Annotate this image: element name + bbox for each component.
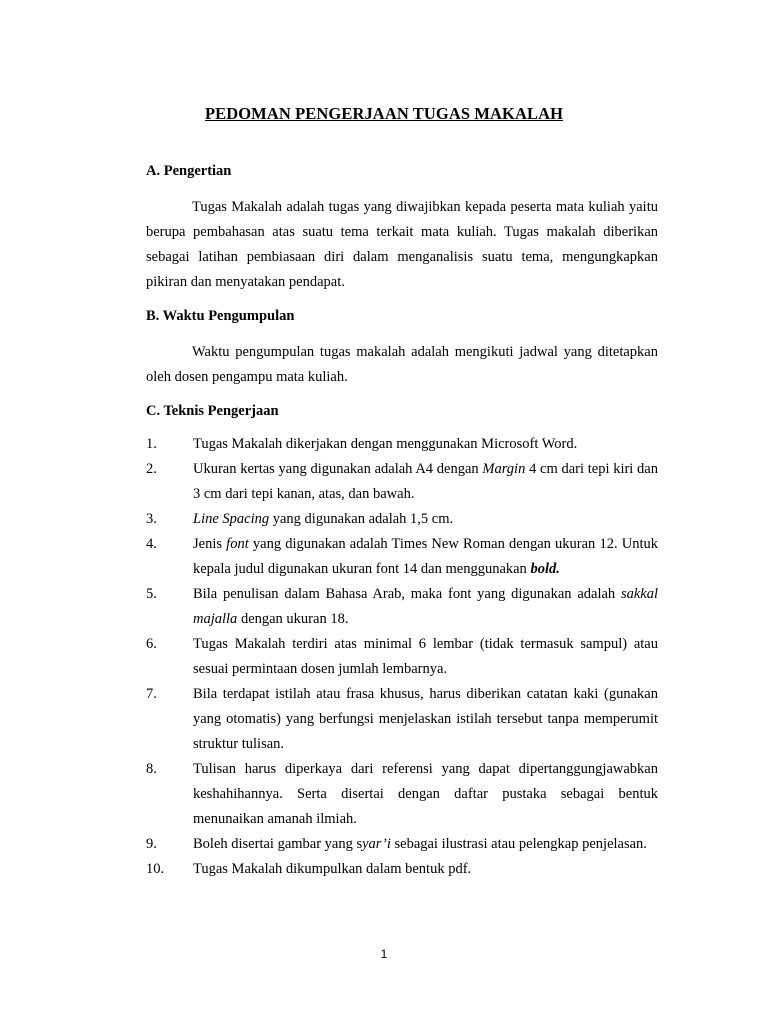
list-item-number: 10. [146,861,165,877]
list-item [146,832,658,857]
list-item-text: yang digunakan adalah Times New Roman dengan ukuran 12. Untuk kepala judul digunakan ukuran font 14 dan menggunakan [193,536,659,577]
section-heading-waktu-pengumpulan: B. Waktu Pengumpulan [146,308,295,324]
list-item [146,857,658,882]
list-item-text: dengan ukuran 18. [237,611,349,627]
list-item-text: Bila terdapat istilah atau frasa khusus, harus diberikan catatan kaki (gunakan yang otomatis) yang berfungsi menjelaskan istilah tersebut tanpa memperumit struktur tulisan. [193,686,658,752]
list-item [146,507,658,532]
list-item [146,432,658,457]
list-item-text: sakkal majalla [193,586,658,627]
list-item-text: Tulisan harus diperkaya dari referensi yang dapat dipertanggungjawabkan keshahihannya. Serta disertai dengan daftar pustaka sebagai bentuk menunaikan amanah ilmiah. [193,761,658,827]
list-item-number: 8. [146,761,157,777]
list-item-number: 3. [146,511,157,527]
list-item-text: font [226,536,249,552]
list-item [146,582,658,632]
document-title: PEDOMAN PENGERJAAN TUGAS MAKALAH [204,104,564,123]
list-item [146,757,658,832]
list-item [146,632,658,682]
section-heading-pengertian: A. Pengertian [146,163,232,179]
section-heading-teknis-pengerjaan: C. Teknis Pengerjaan [146,403,279,419]
list-item-number: 2. [146,461,157,477]
page-number: 1 [380,947,388,961]
list-item-number: 6. [146,636,157,652]
list-item-number: 7. [146,686,157,702]
list-item-text: yang digunakan adalah 1,5 cm. [269,511,454,527]
list-item-number: 4. [146,536,157,552]
list-item [146,532,658,582]
list-item-number: 9. [146,836,157,852]
list-item-text: Tugas Makalah terdiri atas minimal 6 lembar (tidak termasuk sampul) atau sesuai permintaan dosen jumlah lembarnya. [193,636,658,677]
teknis-pengerjaan-list [146,432,658,882]
list-item [146,457,658,507]
list-item-number: 5. [146,586,157,602]
list-item-text: bold. [530,561,560,577]
list-item-text: Jenis [193,536,227,552]
list-item-text: Boleh disertai gambar yang s [193,836,363,852]
list-item-text: sebagai ilustrasi atau pelengkap penjelasan. [390,836,647,852]
paragraph-pengertian: Tugas Makalah adalah tugas yang diwajibkan kepada peserta mata kuliah yaitu berupa pembahasan atas suatu tema terkait mata kuliah. Tugas makalah diberikan sebagai latihan pembiasaan diri dalam menganalisis suatu tema, mengungkapkan pikiran dan menyatakan pendapat. [146,199,658,290]
list-item-text: Line Spacing [193,511,270,527]
list-item-text: Bila penulisan dalam Bahasa Arab, maka font yang digunakan adalah [193,586,621,602]
list-item [146,682,658,757]
list-item-text: Ukuran kertas yang digunakan adalah A4 dengan [193,461,483,477]
list-item-text: yar’i [362,836,391,852]
list-item-text: Margin [482,461,526,477]
list-item-text: Tugas Makalah dikerjakan dengan menggunakan Microsoft Word. [193,436,578,452]
document-body [146,160,658,882]
list-item-text: 4 cm dari tepi kiri dan 3 cm dari tepi kanan, atas, dan bawah. [193,461,658,502]
paragraph-waktu-pengumpulan: Waktu pengumpulan tugas makalah adalah mengikuti jadwal yang ditetapkan oleh dosen pengampu mata kuliah. [146,344,658,385]
list-item-number: 1. [146,436,157,452]
list-item-text: Tugas Makalah dikumpulkan dalam bentuk pdf. [193,861,472,877]
